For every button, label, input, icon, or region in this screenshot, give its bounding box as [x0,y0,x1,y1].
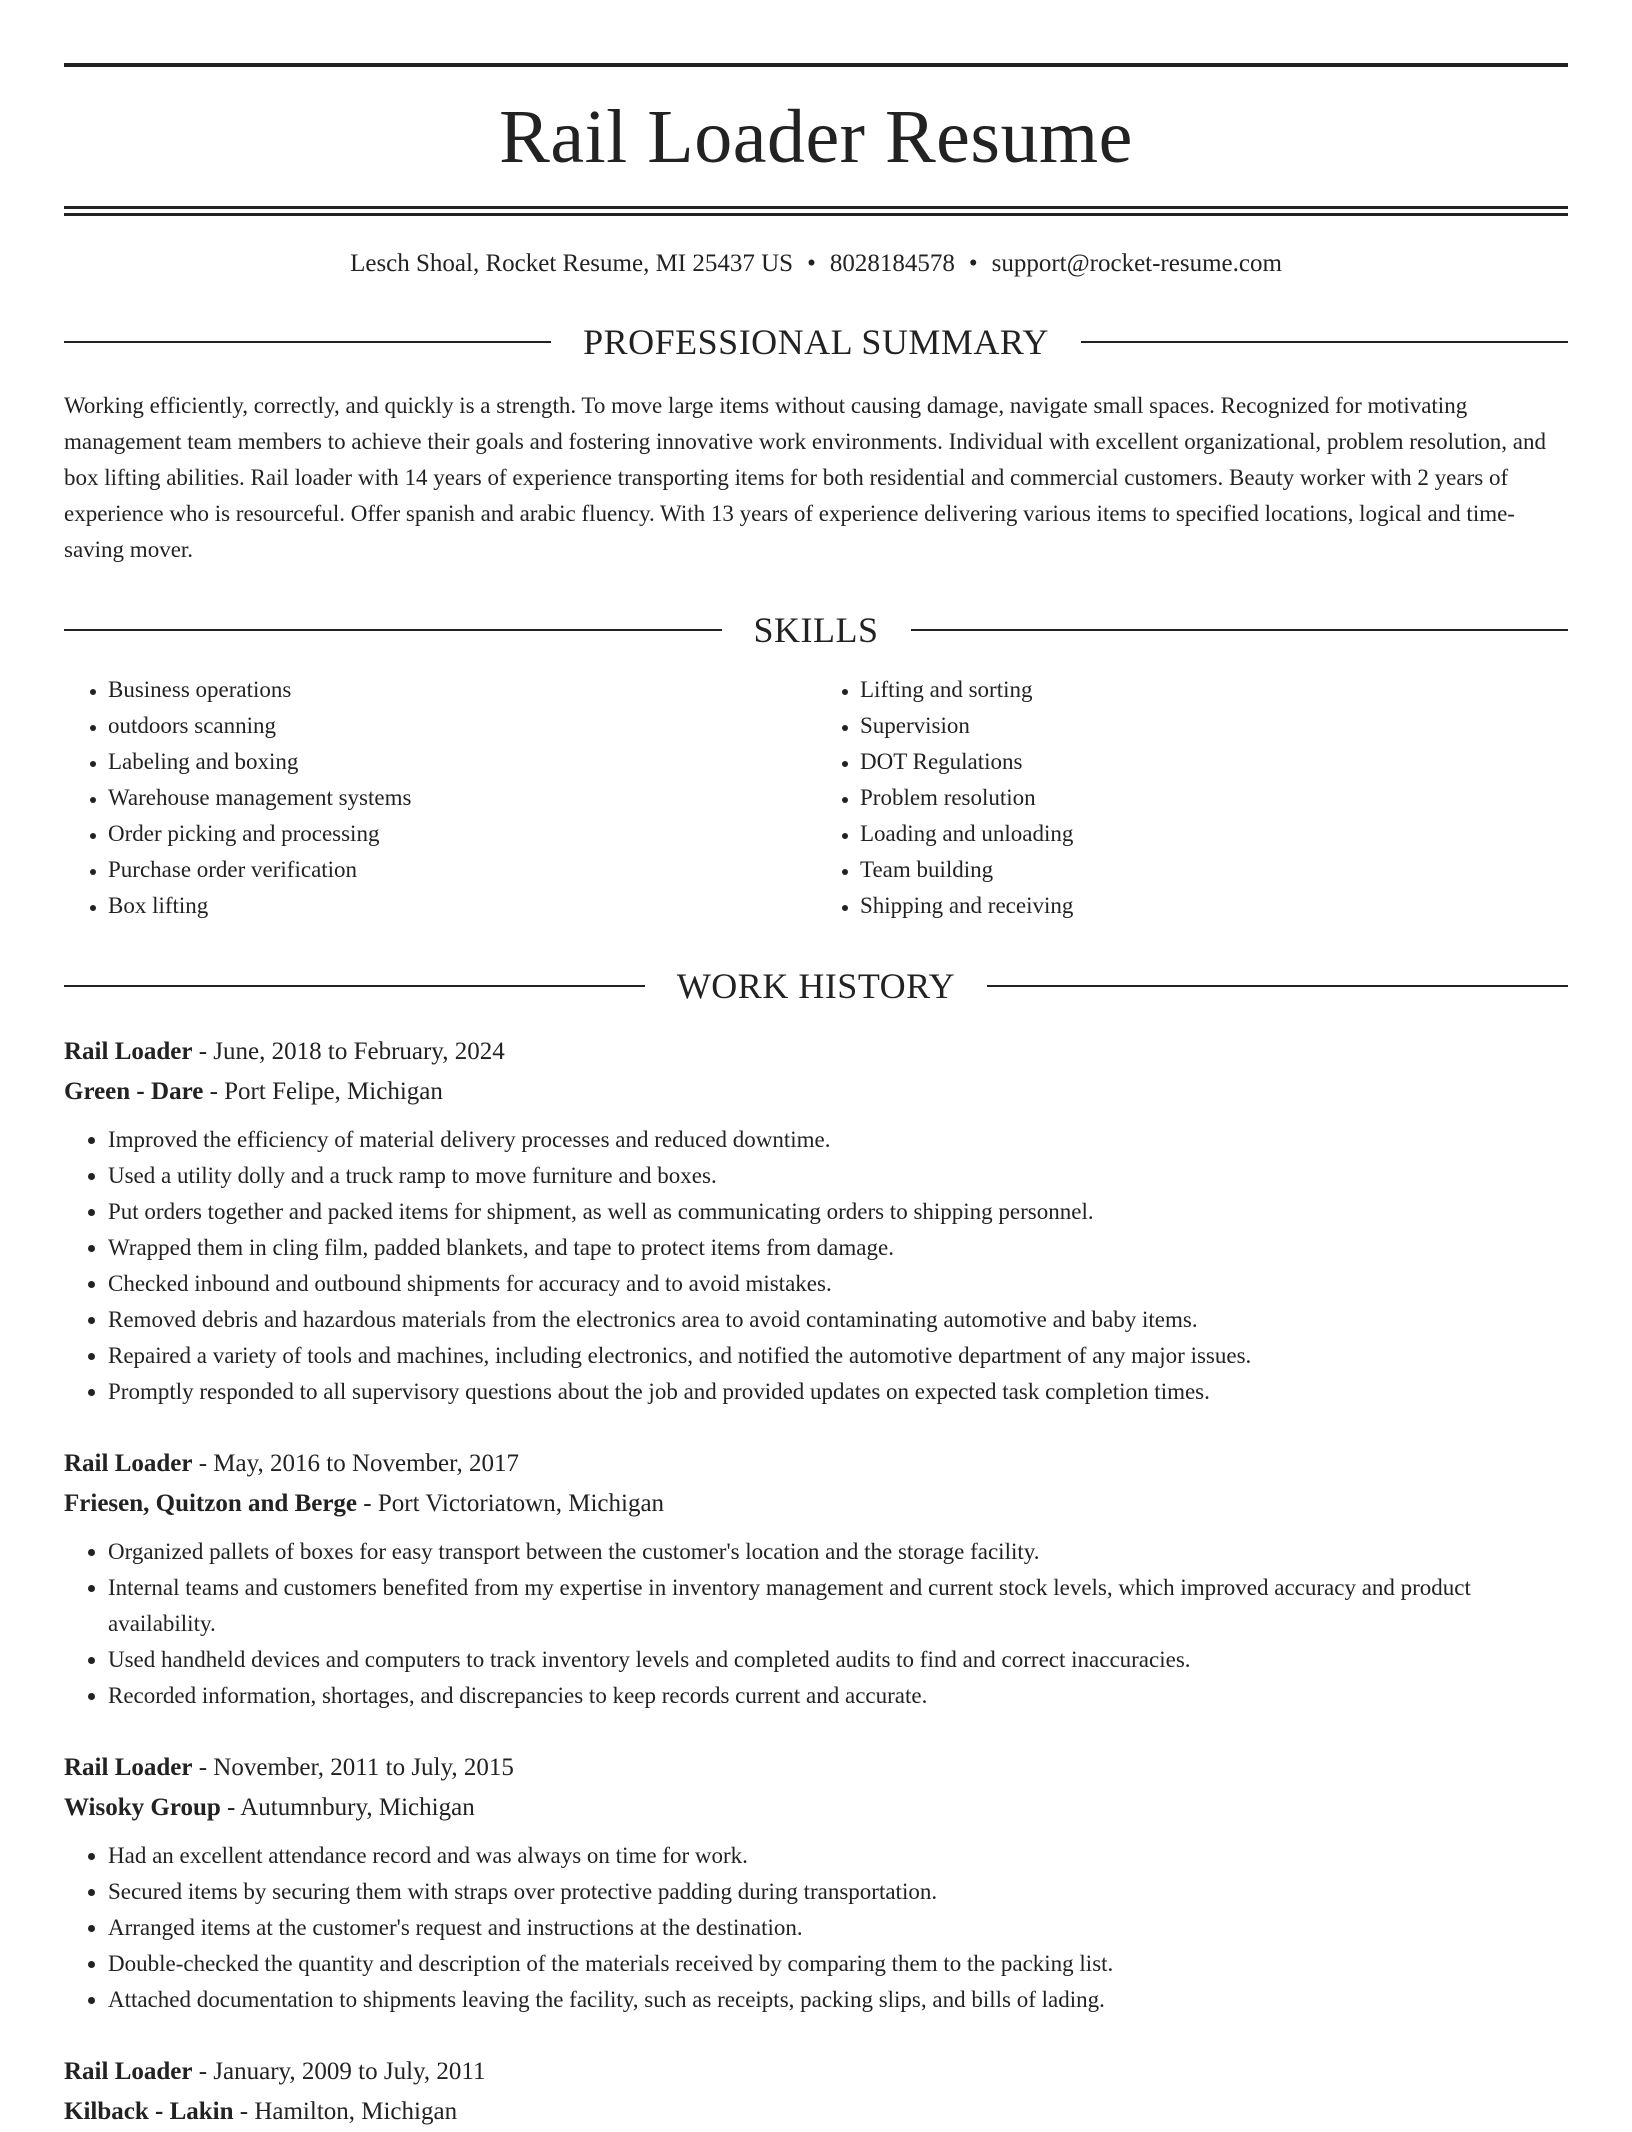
skill-item: • Warehouse management systems [108,780,816,816]
job-location: - Port Felipe, Michigan [203,1078,443,1105]
title-double-rule [64,206,1568,216]
work-heading: WORK HISTORY [676,966,956,1006]
job-location: - Autumnbury, Michigan [220,1794,475,1821]
job-bullet: • Repaired a variety of tools and machines, including electronics, and notified the automotive department of any major issues. [108,1338,1568,1374]
job-entry [64,1748,1568,2018]
skill-item: • Supervision [860,708,1568,744]
job-bullet: • Improved the efficiency of material delivery processes and reduced downtime. [108,1122,1568,1158]
job-bullet: • Used handheld devices and computers to track inventory levels and completed audits to find and correct inaccuracies. [108,1642,1568,1678]
summary-text: Working efficiently, correctly, and quickly is a strength. To move large items without causing damage, navigate small spaces. Recognized for motivating management team members to achieve their goals and fostering innovative work environments. Individual with excellent organizational, problem resolution, and box lifting abilities. Rail loader with 14 years of experience transporting items for both residential and commercial customers. Beauty worker with 2 years of experience who is resourceful. Offer spanish and arabic fluency. With 13 years of experience delivering various items to specified locations, logical and time-saving mover. [64,393,1547,562]
section-rule-right [987,985,1568,987]
job-bullet: • Double-checked the quantity and description of the materials received by comparing them to the packing list. [108,1946,1568,1982]
job-entry [64,2052,1568,2132]
skill-item: • Team building [860,852,1568,888]
job-title: Rail Loader [64,1038,193,1065]
section-rule-right [1081,341,1568,343]
skill-item: • Order picking and processing [108,816,816,852]
skills-right-list [816,672,1568,924]
top-rule [64,63,1568,67]
job-bullets [64,1838,1568,2018]
skill-item: • Lifting and sorting [860,672,1568,708]
job-dates: - January, 2009 to July, 2011 [192,2058,486,2085]
page-title: Rail Loader Resume [499,95,1133,179]
job-title-line [64,2052,1568,2092]
job-dates: - May, 2016 to November, 2017 [192,1450,519,1477]
job-title: Rail Loader [64,1754,193,1781]
job-title: Rail Loader [64,1450,193,1477]
skills-section-header [64,608,1568,652]
job-bullets [64,1122,1568,1410]
job-company: Kilback - Lakin [64,2098,234,2125]
skill-item: • Shipping and receiving [860,888,1568,924]
job-bullet: • Removed debris and hazardous materials from the electronics area to avoid contaminating automotive and baby items. [108,1302,1568,1338]
job-company: Green - Dare [64,1078,204,1105]
resume-page [64,0,1568,2132]
contact-separator: • [807,250,816,277]
job-dates: - November, 2011 to July, 2015 [192,1754,514,1781]
contact-email: support@rocket-resume.com [991,250,1282,277]
job-title-line [64,1748,1568,1788]
skill-item: • Loading and unloading [860,816,1568,852]
skill-item: • Business operations [108,672,816,708]
job-bullet: • Internal teams and customers benefited from my expertise in inventory management and current stock levels, which improved accuracy and product availability. [108,1570,1568,1642]
contact-address: Lesch Shoal, Rocket Resume, MI 25437 US [350,250,794,277]
job-bullet: • Put orders together and packed items for shipment, as well as communicating orders to shipping personnel. [108,1194,1568,1230]
job-company-line [64,1484,1568,1524]
job-entry [64,1032,1568,1410]
section-rule-left [64,985,645,987]
job-entry [64,1444,1568,1714]
job-bullet: • Had an excellent attendance record and was always on time for work. [108,1838,1568,1874]
skills-left-list [64,672,816,924]
skill-item: • Purchase order verification [108,852,816,888]
job-bullets [64,1534,1568,1714]
contact-line [64,248,1568,280]
job-dates: - June, 2018 to February, 2024 [192,1038,505,1065]
job-bullet: • Promptly responded to all supervisory questions about the job and provided updates on expected task completion times. [108,1374,1568,1410]
job-title: Rail Loader [64,2058,193,2085]
summary-section-header [64,320,1568,364]
contact-separator: • [968,250,978,277]
skills-heading: SKILLS [753,610,879,650]
job-bullet: • Attached documentation to shipments leaving the facility, such as receipts, packing slips, and bills of lading. [108,1982,1568,2018]
skill-item: • Box lifting [108,888,816,924]
job-bullet: • Recorded information, shortages, and discrepancies to keep records current and accurate. [108,1678,1568,1714]
job-bullet: • Wrapped them in cling film, padded blankets, and tape to protect items from damage. [108,1230,1568,1266]
job-company-line [64,1072,1568,1112]
job-bullet: • Organized pallets of boxes for easy transport between the customer's location and the storage facility. [108,1534,1568,1570]
skill-item: • Labeling and boxing [108,744,816,780]
job-company: Wisoky Group [64,1794,221,1821]
summary-heading: PROFESSIONAL SUMMARY [583,322,1049,362]
section-rule-right [911,629,1569,631]
job-company: Friesen, Quitzon and Berge [64,1490,358,1517]
job-bullet: • Secured items by securing them with straps over protective padding during transportation. [108,1874,1568,1910]
job-location: - Port Victoriatown, Michigan [357,1490,665,1517]
job-company-line [64,2092,1568,2132]
skill-item: • outdoors scanning [108,708,816,744]
section-rule-left [64,341,551,343]
job-bullet: • Arranged items at the customer's request and instructions at the destination. [108,1910,1568,1946]
skills-columns [64,672,1568,924]
job-bullet: • Checked inbound and outbound shipments for accuracy and to avoid mistakes. [108,1266,1568,1302]
section-rule-left [64,629,722,631]
job-title-line [64,1444,1568,1484]
job-location: - Hamilton, Michigan [233,2098,458,2125]
skill-item: • DOT Regulations [860,744,1568,780]
job-bullet: • Used a utility dolly and a truck ramp to move furniture and boxes. [108,1158,1568,1194]
skill-item: • Problem resolution [860,780,1568,816]
job-title-line [64,1032,1568,1072]
work-section-header [64,964,1568,1008]
contact-phone: 8028184578 [829,250,955,277]
job-company-line [64,1788,1568,1828]
